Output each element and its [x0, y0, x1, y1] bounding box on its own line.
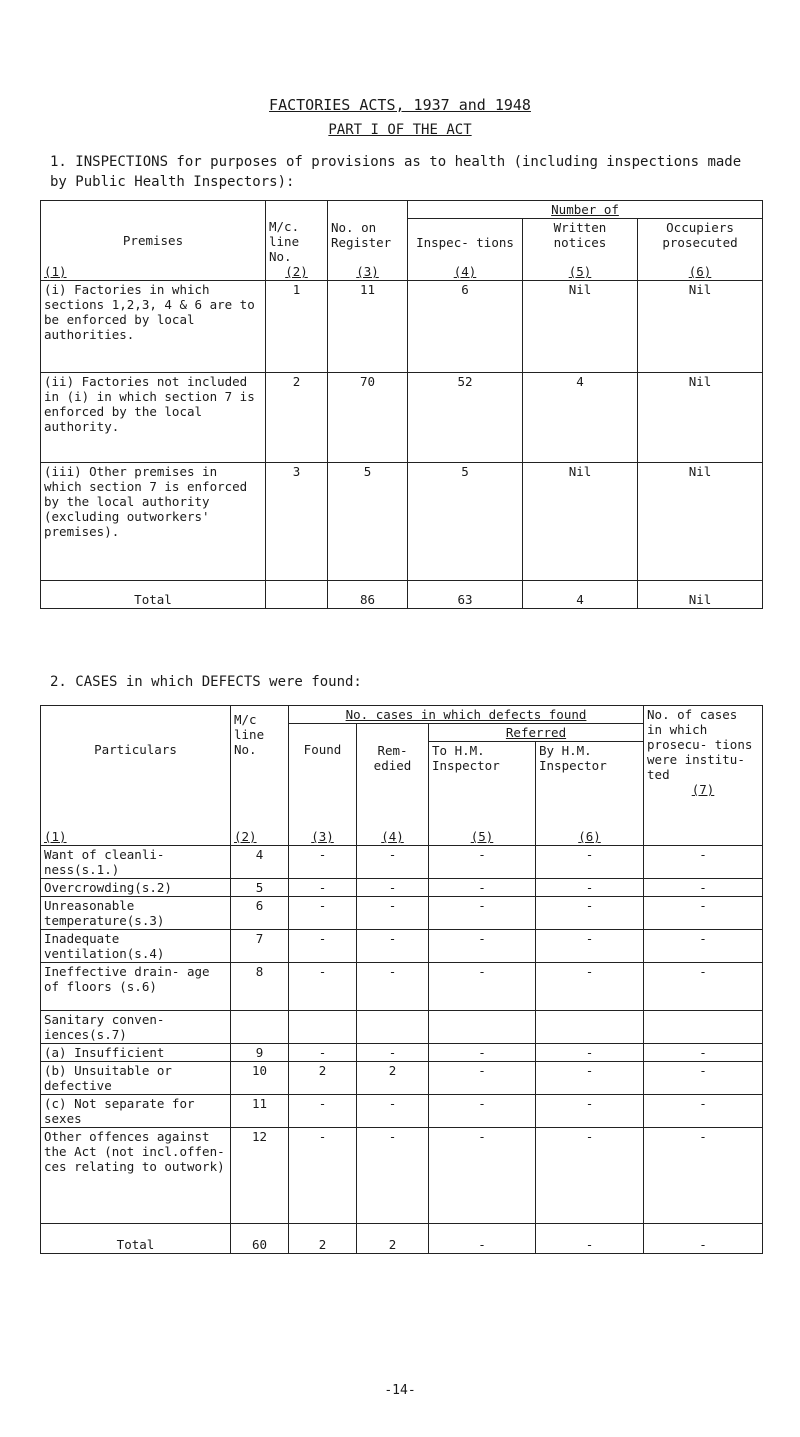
notices-cell: 4	[523, 581, 638, 609]
found-cell: -	[289, 879, 357, 897]
document-subtitle: PART I OF THE ACT	[328, 122, 472, 138]
notices-cell: Nil	[523, 463, 638, 581]
register-cell: 86	[328, 581, 408, 609]
total-label: Total	[41, 1224, 231, 1254]
defects-table	[40, 705, 763, 1254]
particulars-cell: Sanitary conven- iences(s.7)	[41, 1011, 231, 1044]
inspections-table	[40, 200, 763, 609]
found-cell: 2	[289, 1062, 357, 1095]
found-cell: -	[289, 930, 357, 963]
table-row	[41, 463, 763, 581]
inspections-cell: 5	[408, 463, 523, 581]
line-cell: 7	[231, 930, 289, 963]
line-cell: 12	[231, 1128, 289, 1224]
to-hm-cell: -	[429, 879, 536, 897]
found-cell: -	[289, 1044, 357, 1062]
table-row	[41, 1011, 763, 1044]
found-cell: -	[289, 1128, 357, 1224]
line-cell: 60	[231, 1224, 289, 1254]
prosecuted-cell: Nil	[638, 373, 763, 463]
col-header-cases-found: No. cases in which defects found	[289, 706, 644, 724]
line-cell: 11	[231, 1095, 289, 1128]
remedied-cell: -	[357, 930, 429, 963]
col-header-mc-line: M/c. line No. (2)	[266, 201, 328, 281]
inspections-cell: 6	[408, 281, 523, 373]
by-hm-cell: -	[536, 1044, 644, 1062]
prosecutions-cell: -	[644, 846, 763, 879]
prosecutions-cell: -	[644, 1128, 763, 1224]
by-hm-cell: -	[536, 930, 644, 963]
col-header-remedied: Rem- edied (4)	[357, 724, 429, 846]
document-title: FACTORIES ACTS, 1937 and 1948	[269, 96, 531, 114]
particulars-cell: Other offences against the Act (not incl.offen- ces relating to outwork)	[41, 1128, 231, 1224]
section1-heading: 1. INSPECTIONS for purposes of provisions as to health (including inspections made by Public Health Inspectors):	[50, 154, 742, 190]
line-cell	[266, 581, 328, 609]
prosecutions-cell: -	[644, 930, 763, 963]
table-row	[41, 846, 763, 879]
line-cell: 5	[231, 879, 289, 897]
by-hm-cell: -	[536, 879, 644, 897]
remedied-cell: -	[357, 1128, 429, 1224]
to-hm-cell: -	[429, 1044, 536, 1062]
prosecutions-cell: -	[644, 1044, 763, 1062]
by-hm-cell: -	[536, 1095, 644, 1128]
prosecuted-cell: Nil	[638, 281, 763, 373]
to-hm-cell: -	[429, 1095, 536, 1128]
by-hm-cell: -	[536, 1062, 644, 1095]
to-hm-cell: -	[429, 846, 536, 879]
total-row	[41, 1224, 763, 1254]
col-header-prosecutions: No. of cases in which prosecu- tions were institu- ted (7)	[644, 706, 763, 846]
remedied-cell: -	[357, 1044, 429, 1062]
line-cell: 10	[231, 1062, 289, 1095]
particulars-cell: Ineffective drain- age of floors (s.6)	[41, 963, 231, 1011]
table-row	[41, 1128, 763, 1224]
prosecutions-cell: -	[644, 1224, 763, 1254]
particulars-cell: (a) Insufficient	[41, 1044, 231, 1062]
col-header-by-hm: By H.M. Inspector (6)	[536, 742, 644, 846]
particulars-cell: (c) Not separate for sexes	[41, 1095, 231, 1128]
remedied-cell: -	[357, 963, 429, 1011]
found-cell: -	[289, 897, 357, 930]
prosecutions-cell: -	[644, 1062, 763, 1095]
line-cell: 9	[231, 1044, 289, 1062]
line-cell: 8	[231, 963, 289, 1011]
found-cell: -	[289, 846, 357, 879]
notices-cell: 4	[523, 373, 638, 463]
particulars-cell: Inadequate ventilation(s.4)	[41, 930, 231, 963]
col-header-mc-line: M/c line No. (2)	[231, 706, 289, 846]
table-row	[41, 1044, 763, 1062]
line-cell	[231, 1011, 289, 1044]
particulars-cell: Unreasonable temperature(s.3)	[41, 897, 231, 930]
inspections-cell: 52	[408, 373, 523, 463]
table-row	[41, 930, 763, 963]
col-header-occupiers-prosecuted: Occupiers prosecuted (6)	[638, 219, 763, 281]
register-cell: 70	[328, 373, 408, 463]
to-hm-cell: -	[429, 1128, 536, 1224]
table-row	[41, 879, 763, 897]
prosecutions-cell: -	[644, 963, 763, 1011]
by-hm-cell: -	[536, 963, 644, 1011]
register-cell: 5	[328, 463, 408, 581]
found-cell	[289, 1011, 357, 1044]
notices-cell: Nil	[523, 281, 638, 373]
line-cell: 6	[231, 897, 289, 930]
particulars-cell: Want of cleanli- ness(s.1.)	[41, 846, 231, 879]
table-row	[41, 897, 763, 930]
by-hm-cell: -	[536, 1224, 644, 1254]
remedied-cell: -	[357, 897, 429, 930]
remedied-cell: 2	[357, 1224, 429, 1254]
to-hm-cell: -	[429, 963, 536, 1011]
premises-cell: (iii) Other premises in which section 7 is enforced by the local authority (excluding outworkers' premises).	[41, 463, 266, 581]
col-header-inspections: Inspec- tions (4)	[408, 219, 523, 281]
table-row	[41, 1095, 763, 1128]
col-header-particulars: Particulars (1)	[41, 706, 231, 846]
to-hm-cell	[429, 1011, 536, 1044]
found-cell: -	[289, 1095, 357, 1128]
table-row	[41, 963, 763, 1011]
premises-cell: (ii) Factories not included in (i) in which section 7 is enforced by the local authority.	[41, 373, 266, 463]
col-header-referred: Referred	[429, 724, 644, 742]
to-hm-cell: -	[429, 897, 536, 930]
col-header-premises: Premises (1)	[41, 201, 266, 281]
line-cell: 2	[266, 373, 328, 463]
page-number: -14-	[384, 1383, 416, 1398]
table-row	[41, 373, 763, 463]
particulars-cell: Overcrowding(s.2)	[41, 879, 231, 897]
line-cell: 4	[231, 846, 289, 879]
by-hm-cell	[536, 1011, 644, 1044]
found-cell: -	[289, 963, 357, 1011]
premises-cell: (i) Factories in which sections 1,2,3, 4 & 6 are to be enforced by local authorities.	[41, 281, 266, 373]
col-header-register: No. on Register (3)	[328, 201, 408, 281]
remedied-cell: 2	[357, 1062, 429, 1095]
register-cell: 11	[328, 281, 408, 373]
by-hm-cell: -	[536, 846, 644, 879]
prosecutions-cell: -	[644, 897, 763, 930]
col-header-number-of: Number of	[408, 201, 763, 219]
prosecutions-cell: -	[644, 879, 763, 897]
prosecuted-cell: Nil	[638, 463, 763, 581]
table-row	[41, 1062, 763, 1095]
remedied-cell	[357, 1011, 429, 1044]
prosecuted-cell: Nil	[638, 581, 763, 609]
line-cell: 1	[266, 281, 328, 373]
remedied-cell: -	[357, 879, 429, 897]
line-cell: 3	[266, 463, 328, 581]
to-hm-cell: -	[429, 930, 536, 963]
remedied-cell: -	[357, 846, 429, 879]
prosecutions-cell	[644, 1011, 763, 1044]
table-row	[41, 281, 763, 373]
inspections-cell: 63	[408, 581, 523, 609]
remedied-cell: -	[357, 1095, 429, 1128]
section2-heading: 2. CASES in which DEFECTS were found:	[50, 674, 362, 690]
by-hm-cell: -	[536, 1128, 644, 1224]
col-header-found: Found (3)	[289, 724, 357, 846]
col-header-written-notices: Written notices (5)	[523, 219, 638, 281]
total-label: Total	[41, 581, 266, 609]
by-hm-cell: -	[536, 897, 644, 930]
found-cell: 2	[289, 1224, 357, 1254]
total-row	[41, 581, 763, 609]
to-hm-cell: -	[429, 1062, 536, 1095]
prosecutions-cell: -	[644, 1095, 763, 1128]
to-hm-cell: -	[429, 1224, 536, 1254]
col-header-to-hm: To H.M. Inspector (5)	[429, 742, 536, 846]
particulars-cell: (b) Unsuitable or defective	[41, 1062, 231, 1095]
